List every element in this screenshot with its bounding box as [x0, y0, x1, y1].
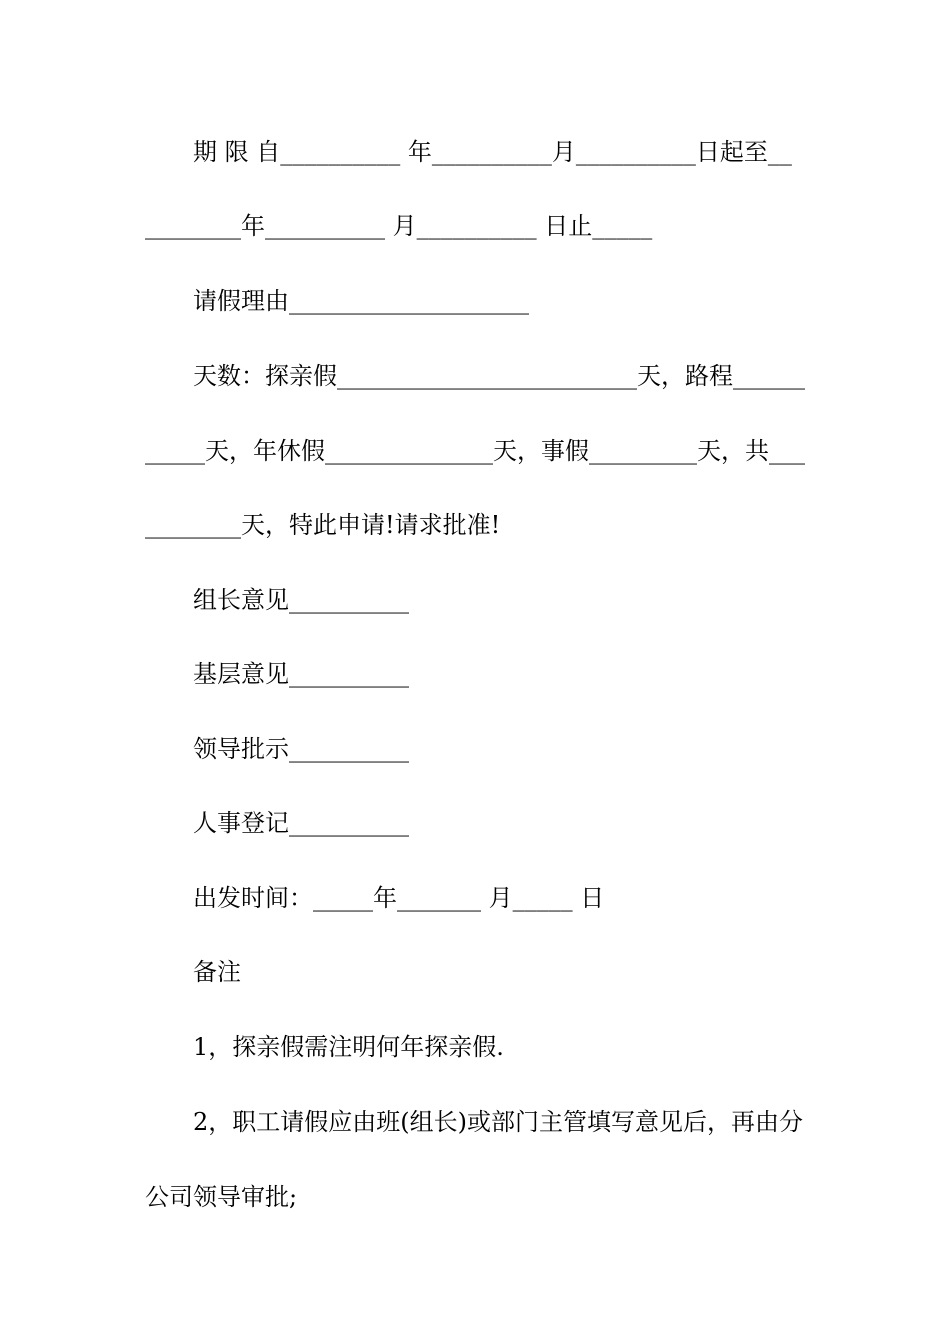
team-leader-opinion-text: 组长意见__________ [193, 586, 409, 614]
departure-time [193, 881, 604, 915]
remarks-heading [193, 955, 241, 989]
period-text-1: 期 限 自__________ 年__________月__________日起至__ [193, 138, 792, 166]
base-opinion [193, 657, 409, 691]
leader-approval-text: 领导批示__________ [193, 735, 409, 763]
period-text-2: ________年__________ 月__________ 日止_____ [145, 212, 653, 240]
days-line-2 [145, 434, 805, 468]
team-leader-opinion [193, 583, 409, 617]
remark-item-2-text: 2，职工请假应由班(组长)或部门主管填写意见后，再由分 [193, 1108, 803, 1136]
days-line-3 [145, 508, 500, 542]
remarks-heading-text: 备注 [193, 958, 241, 986]
remark-item-1-text: 1，探亲假需注明何年探亲假. [193, 1033, 504, 1061]
days-text-3: ________天，特此申请!请求批准! [145, 511, 501, 539]
period-line-2 [145, 209, 652, 243]
hr-registration-text: 人事登记__________ [193, 809, 409, 837]
departure-time-text: 出发时间：_____年_______ 月_____ 日 [193, 884, 605, 912]
remark-item-2-cont-text: 公司领导审批; [145, 1183, 298, 1211]
reason-text: 请假理由____________________ [193, 287, 529, 315]
days-text-2: _____天，年休假______________天，事假_________天，共___ [145, 437, 805, 465]
base-opinion-text: 基层意见__________ [193, 660, 409, 688]
days-text-1: 天数：探亲假_________________________天，路程______ [193, 362, 805, 390]
leader-approval [193, 732, 409, 766]
reason-line [193, 284, 529, 318]
remark-item-2 [193, 1105, 803, 1139]
remark-item-2-cont [145, 1180, 297, 1214]
remark-item-1 [193, 1030, 504, 1064]
days-line-1 [193, 359, 805, 393]
period-line-1 [193, 135, 792, 169]
hr-registration [193, 806, 409, 840]
